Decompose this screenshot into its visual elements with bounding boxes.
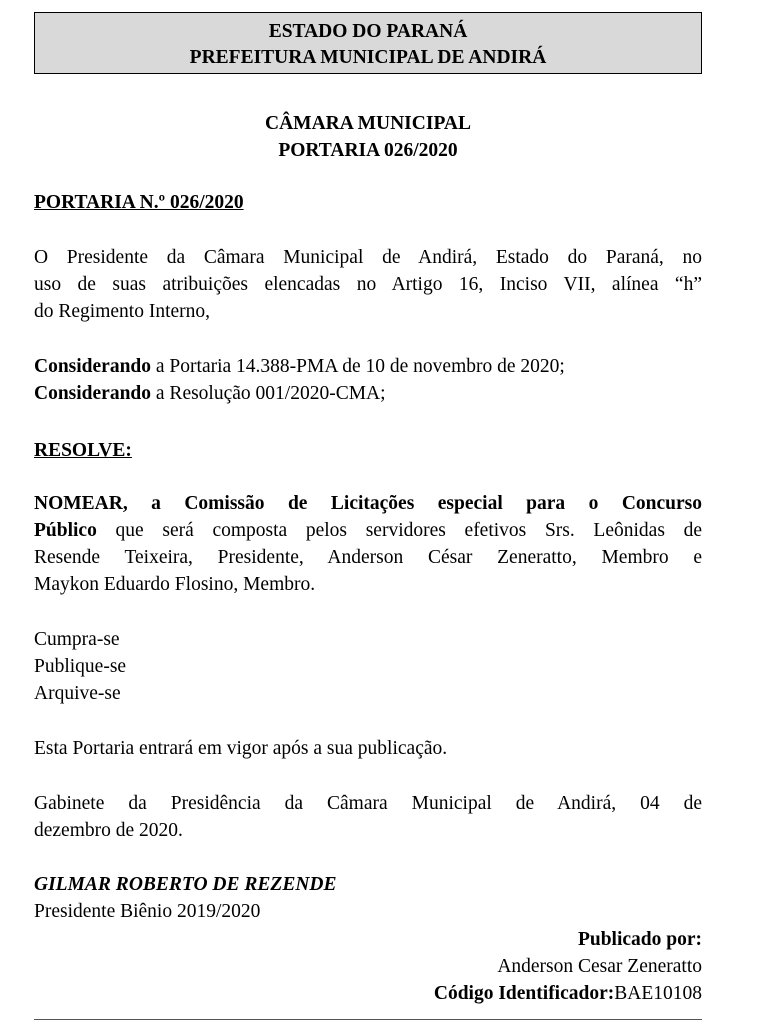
resolve-heading-text: RESOLVE: [34,440,132,461]
publication-block [34,926,702,1007]
considerando-text: a Resolução 001/2020-CMA; [151,383,386,404]
portaria-heading [34,189,702,216]
vigor-paragraph: Esta Portaria entrará em vigor após a sua publicação. [34,738,448,759]
document-header [34,12,702,74]
signature-block [34,871,702,925]
title-camara: CÂMARA MUNICIPAL [265,113,471,134]
considerando-line-1 [34,353,702,380]
considerando-line-2 [34,380,702,407]
identifier-code: BAE10108 [614,983,702,1004]
closing-item: Cumpra-se [34,629,120,650]
resolve-heading [34,437,702,464]
identifier-label: Código Identificador: [433,983,615,1004]
nomear-line-2 [34,517,702,544]
intro-line-3: do Regimento Interno, [34,301,211,322]
published-by-label: Publicado por: [577,929,702,950]
gabinete-line-2: dezembro de 2020. [34,820,183,841]
nomear-line-3: Resende Teixeira, Presidente, Anderson César Zeneratto, Membro e [34,547,702,568]
identifier-line [34,980,702,1007]
signatory-name: GILMAR ROBERTO DE REZENDE [34,874,337,895]
intro-line-1: O Presidente da Câmara Municipal de Andirá, Estado do Paraná, no [34,247,702,268]
nomear-line-2-rest: que será composta pelos servidores efetivos Srs. Leônidas de [96,520,702,541]
gabinete-paragraph [34,790,702,844]
intro-line-2: uso de suas atribuições elencadas no Artigo 16, Inciso VII, alínea “h” [34,274,702,295]
nomear-line-4: Maykon Eduardo Flosino, Membro. [34,574,316,595]
considerando-block [34,353,702,407]
considerando-label: Considerando [34,383,152,404]
considerando-text: a Portaria 14.388-PMA de 10 de novembro de 2020; [151,356,565,377]
header-state: ESTADO DO PARANÁ [268,21,468,42]
nomear-publico: Público [34,520,97,541]
gabinete-line-1: Gabinete da Presidência da Câmara Municipal de Andirá, 04 de [34,793,702,814]
signatory-role: Presidente Biênio 2019/2020 [34,901,261,922]
header-prefecture: PREFEITURA MUNICIPAL DE ANDIRÁ [189,47,547,68]
bottom-divider [34,1019,702,1020]
closing-item: Arquive-se [34,683,121,704]
intro-paragraph [34,244,702,325]
nomear-paragraph [34,490,702,598]
nomear-line-1: NOMEAR, a Comissão de Licitações especial para o Concurso [34,493,702,514]
closing-item: Publique-se [34,656,127,677]
publisher-name: Anderson Cesar Zeneratto [497,956,702,977]
considerando-label: Considerando [34,356,152,377]
title-portaria: PORTARIA 026/2020 [278,140,458,161]
portaria-heading-text: PORTARIA N.º 026/2020 [34,192,244,213]
closing-list [34,626,702,707]
document-title [34,110,702,164]
